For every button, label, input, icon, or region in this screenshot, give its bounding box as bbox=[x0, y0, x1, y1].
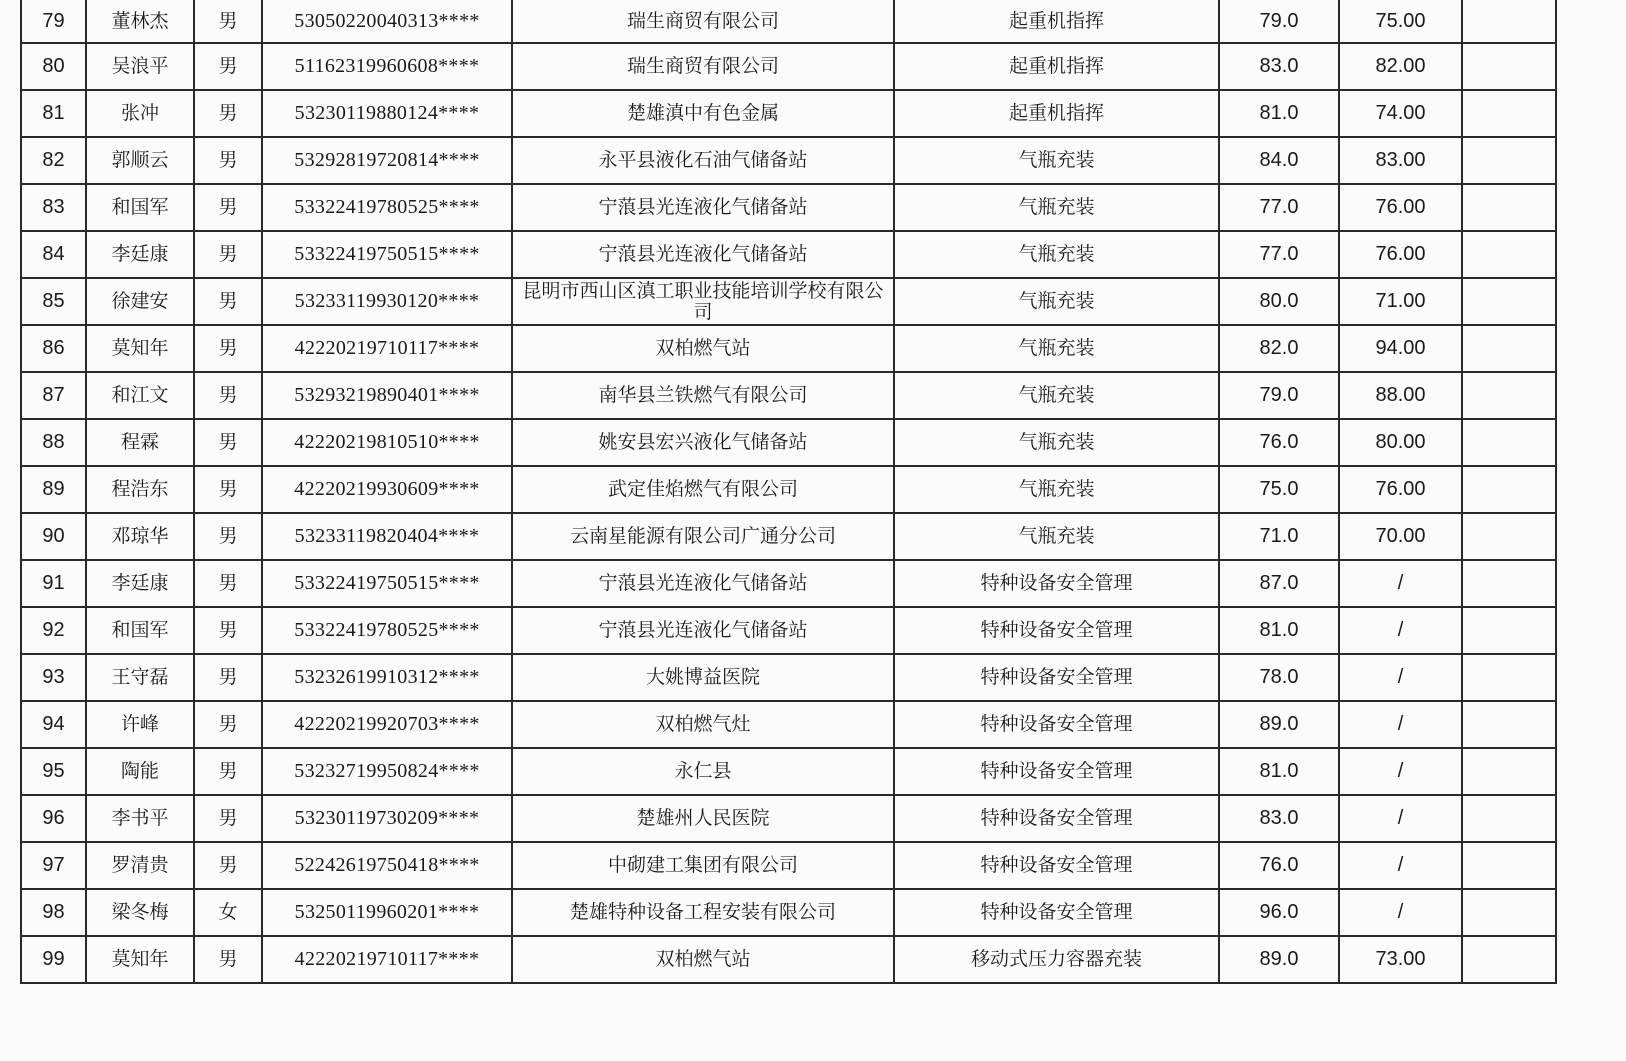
serial-number-cell: 83 bbox=[21, 184, 86, 231]
id-number-cell: 53230119880124**** bbox=[262, 90, 512, 137]
name-cell: 梁冬梅 bbox=[86, 889, 194, 936]
gender-cell: 男 bbox=[194, 184, 262, 231]
name-cell: 张冲 bbox=[86, 90, 194, 137]
company-cell: 双柏燃气站 bbox=[512, 325, 894, 372]
name-cell: 和国军 bbox=[86, 184, 194, 231]
table-row bbox=[21, 372, 1556, 419]
practical-score-cell: 82.00 bbox=[1339, 43, 1462, 90]
gender-cell: 男 bbox=[194, 842, 262, 889]
theory-score-cell: 84.0 bbox=[1219, 137, 1339, 184]
exam-item-cell: 特种设备安全管理 bbox=[894, 607, 1219, 654]
table-row bbox=[21, 0, 1556, 43]
theory-score-cell: 77.0 bbox=[1219, 231, 1339, 278]
name-cell: 和国军 bbox=[86, 607, 194, 654]
remark-cell bbox=[1462, 137, 1556, 184]
table-row bbox=[21, 231, 1556, 278]
id-number-cell: 42220219930609**** bbox=[262, 466, 512, 513]
gender-cell: 男 bbox=[194, 278, 262, 325]
name-cell: 李书平 bbox=[86, 795, 194, 842]
company-cell: 楚雄州人民医院 bbox=[512, 795, 894, 842]
serial-number-cell: 84 bbox=[21, 231, 86, 278]
company-cell: 瑞生商贸有限公司 bbox=[512, 0, 894, 43]
gender-cell: 女 bbox=[194, 889, 262, 936]
company-cell: 楚雄特种设备工程安装有限公司 bbox=[512, 889, 894, 936]
exam-item-cell: 气瓶充装 bbox=[894, 372, 1219, 419]
practical-score-cell: 73.00 bbox=[1339, 936, 1462, 983]
theory-score-cell: 78.0 bbox=[1219, 654, 1339, 701]
exam-item-cell: 特种设备安全管理 bbox=[894, 560, 1219, 607]
remark-cell bbox=[1462, 701, 1556, 748]
practical-score-cell: 71.00 bbox=[1339, 278, 1462, 325]
exam-item-cell: 移动式压力容器充装 bbox=[894, 936, 1219, 983]
id-number-cell: 42220219810510**** bbox=[262, 419, 512, 466]
serial-number-cell: 98 bbox=[21, 889, 86, 936]
serial-number-cell: 97 bbox=[21, 842, 86, 889]
company-cell: 永平县液化石油气储备站 bbox=[512, 137, 894, 184]
theory-score-cell: 71.0 bbox=[1219, 513, 1339, 560]
gender-cell: 男 bbox=[194, 231, 262, 278]
theory-score-cell: 82.0 bbox=[1219, 325, 1339, 372]
theory-score-cell: 79.0 bbox=[1219, 372, 1339, 419]
table-row bbox=[21, 654, 1556, 701]
company-cell: 宁蒗县光连液化气储备站 bbox=[512, 560, 894, 607]
practical-score-cell: 75.00 bbox=[1339, 0, 1462, 43]
remark-cell bbox=[1462, 748, 1556, 795]
gender-cell: 男 bbox=[194, 748, 262, 795]
serial-number-cell: 99 bbox=[21, 936, 86, 983]
serial-number-cell: 87 bbox=[21, 372, 86, 419]
remark-cell bbox=[1462, 278, 1556, 325]
exam-item-cell: 起重机指挥 bbox=[894, 43, 1219, 90]
table-row bbox=[21, 184, 1556, 231]
id-number-cell: 53233119930120**** bbox=[262, 278, 512, 325]
remark-cell bbox=[1462, 90, 1556, 137]
exam-item-cell: 气瓶充装 bbox=[894, 466, 1219, 513]
serial-number-cell: 80 bbox=[21, 43, 86, 90]
table-row bbox=[21, 842, 1556, 889]
exam-item-cell: 气瓶充装 bbox=[894, 513, 1219, 560]
id-number-cell: 53322419780525**** bbox=[262, 184, 512, 231]
gender-cell: 男 bbox=[194, 372, 262, 419]
gender-cell: 男 bbox=[194, 325, 262, 372]
remark-cell bbox=[1462, 372, 1556, 419]
serial-number-cell: 90 bbox=[21, 513, 86, 560]
gender-cell: 男 bbox=[194, 560, 262, 607]
table-row bbox=[21, 607, 1556, 654]
gender-cell: 男 bbox=[194, 90, 262, 137]
gender-cell: 男 bbox=[194, 701, 262, 748]
remark-cell bbox=[1462, 513, 1556, 560]
remark-cell bbox=[1462, 325, 1556, 372]
id-number-cell: 42220219710117**** bbox=[262, 936, 512, 983]
company-cell: 双柏燃气站 bbox=[512, 936, 894, 983]
company-cell: 宁蒗县光连液化气储备站 bbox=[512, 231, 894, 278]
name-cell: 吴浪平 bbox=[86, 43, 194, 90]
name-cell: 董林杰 bbox=[86, 0, 194, 43]
theory-score-cell: 75.0 bbox=[1219, 466, 1339, 513]
practical-score-cell: 80.00 bbox=[1339, 419, 1462, 466]
table-row bbox=[21, 889, 1556, 936]
remark-cell bbox=[1462, 231, 1556, 278]
exam-item-cell: 特种设备安全管理 bbox=[894, 889, 1219, 936]
name-cell: 陶能 bbox=[86, 748, 194, 795]
gender-cell: 男 bbox=[194, 654, 262, 701]
table-row bbox=[21, 137, 1556, 184]
id-number-cell: 42220219710117**** bbox=[262, 325, 512, 372]
theory-score-cell: 77.0 bbox=[1219, 184, 1339, 231]
serial-number-cell: 85 bbox=[21, 278, 86, 325]
gender-cell: 男 bbox=[194, 43, 262, 90]
exam-item-cell: 起重机指挥 bbox=[894, 0, 1219, 43]
remark-cell bbox=[1462, 419, 1556, 466]
id-number-cell: 52242619750418**** bbox=[262, 842, 512, 889]
table-row bbox=[21, 419, 1556, 466]
table-row bbox=[21, 936, 1556, 983]
remark-cell bbox=[1462, 654, 1556, 701]
practical-score-cell: / bbox=[1339, 607, 1462, 654]
id-number-cell: 53293219890401**** bbox=[262, 372, 512, 419]
exam-item-cell: 气瓶充装 bbox=[894, 325, 1219, 372]
practical-score-cell: / bbox=[1339, 701, 1462, 748]
table-row bbox=[21, 560, 1556, 607]
table-row bbox=[21, 795, 1556, 842]
id-number-cell: 51162319960608**** bbox=[262, 43, 512, 90]
table-row bbox=[21, 43, 1556, 90]
practical-score-cell: / bbox=[1339, 560, 1462, 607]
table-row bbox=[21, 701, 1556, 748]
name-cell: 莫知年 bbox=[86, 325, 194, 372]
remark-cell bbox=[1462, 560, 1556, 607]
company-cell: 武定佳焰燃气有限公司 bbox=[512, 466, 894, 513]
practical-score-cell: 83.00 bbox=[1339, 137, 1462, 184]
theory-score-cell: 76.0 bbox=[1219, 842, 1339, 889]
theory-score-cell: 80.0 bbox=[1219, 278, 1339, 325]
theory-score-cell: 87.0 bbox=[1219, 560, 1339, 607]
company-cell: 楚雄滇中有色金属 bbox=[512, 90, 894, 137]
theory-score-cell: 79.0 bbox=[1219, 0, 1339, 43]
exam-item-cell: 特种设备安全管理 bbox=[894, 654, 1219, 701]
id-number-cell: 53292819720814**** bbox=[262, 137, 512, 184]
name-cell: 和江文 bbox=[86, 372, 194, 419]
exam-item-cell: 特种设备安全管理 bbox=[894, 701, 1219, 748]
remark-cell bbox=[1462, 43, 1556, 90]
name-cell: 王守磊 bbox=[86, 654, 194, 701]
table-row bbox=[21, 748, 1556, 795]
exam-item-cell: 特种设备安全管理 bbox=[894, 795, 1219, 842]
serial-number-cell: 91 bbox=[21, 560, 86, 607]
theory-score-cell: 96.0 bbox=[1219, 889, 1339, 936]
exam-item-cell: 气瓶充装 bbox=[894, 231, 1219, 278]
practical-score-cell: / bbox=[1339, 654, 1462, 701]
company-cell: 南华县兰铁燃气有限公司 bbox=[512, 372, 894, 419]
remark-cell bbox=[1462, 607, 1556, 654]
table-row bbox=[21, 466, 1556, 513]
remark-cell bbox=[1462, 795, 1556, 842]
name-cell: 李廷康 bbox=[86, 560, 194, 607]
serial-number-cell: 81 bbox=[21, 90, 86, 137]
company-cell: 姚安县宏兴液化气储备站 bbox=[512, 419, 894, 466]
exam-item-cell: 气瓶充装 bbox=[894, 137, 1219, 184]
company-cell: 中砌建工集团有限公司 bbox=[512, 842, 894, 889]
gender-cell: 男 bbox=[194, 419, 262, 466]
name-cell: 邓琼华 bbox=[86, 513, 194, 560]
remark-cell bbox=[1462, 466, 1556, 513]
practical-score-cell: 74.00 bbox=[1339, 90, 1462, 137]
company-cell: 双柏燃气灶 bbox=[512, 701, 894, 748]
practical-score-cell: / bbox=[1339, 748, 1462, 795]
theory-score-cell: 81.0 bbox=[1219, 748, 1339, 795]
practical-score-cell: 88.00 bbox=[1339, 372, 1462, 419]
remark-cell bbox=[1462, 936, 1556, 983]
practical-score-cell: 94.00 bbox=[1339, 325, 1462, 372]
practical-score-cell: 76.00 bbox=[1339, 466, 1462, 513]
theory-score-cell: 89.0 bbox=[1219, 936, 1339, 983]
table-row bbox=[21, 278, 1556, 325]
serial-number-cell: 88 bbox=[21, 419, 86, 466]
serial-number-cell: 79 bbox=[21, 0, 86, 43]
name-cell: 李廷康 bbox=[86, 231, 194, 278]
id-number-cell: 53232719950824**** bbox=[262, 748, 512, 795]
serial-number-cell: 89 bbox=[21, 466, 86, 513]
serial-number-cell: 92 bbox=[21, 607, 86, 654]
table-row bbox=[21, 513, 1556, 560]
company-cell: 宁蒗县光连液化气储备站 bbox=[512, 607, 894, 654]
table-body bbox=[21, 0, 1556, 983]
practical-score-cell: / bbox=[1339, 795, 1462, 842]
practical-score-cell: 70.00 bbox=[1339, 513, 1462, 560]
gender-cell: 男 bbox=[194, 0, 262, 43]
name-cell: 莫知年 bbox=[86, 936, 194, 983]
theory-score-cell: 81.0 bbox=[1219, 607, 1339, 654]
serial-number-cell: 82 bbox=[21, 137, 86, 184]
id-number-cell: 42220219920703**** bbox=[262, 701, 512, 748]
gender-cell: 男 bbox=[194, 936, 262, 983]
remark-cell bbox=[1462, 889, 1556, 936]
theory-score-cell: 81.0 bbox=[1219, 90, 1339, 137]
practical-score-cell: 76.00 bbox=[1339, 184, 1462, 231]
theory-score-cell: 76.0 bbox=[1219, 419, 1339, 466]
company-cell: 宁蒗县光连液化气储备站 bbox=[512, 184, 894, 231]
id-number-cell: 53250119960201**** bbox=[262, 889, 512, 936]
serial-number-cell: 94 bbox=[21, 701, 86, 748]
name-cell: 徐建安 bbox=[86, 278, 194, 325]
company-cell: 云南星能源有限公司广通分公司 bbox=[512, 513, 894, 560]
practical-score-cell: / bbox=[1339, 842, 1462, 889]
exam-item-cell: 气瓶充装 bbox=[894, 184, 1219, 231]
company-cell: 昆明市西山区滇工职业技能培训学校有限公司 bbox=[512, 278, 894, 325]
name-cell: 郭顺云 bbox=[86, 137, 194, 184]
name-cell: 罗清贵 bbox=[86, 842, 194, 889]
gender-cell: 男 bbox=[194, 795, 262, 842]
name-cell: 程浩东 bbox=[86, 466, 194, 513]
table-row bbox=[21, 90, 1556, 137]
remark-cell bbox=[1462, 184, 1556, 231]
id-number-cell: 53230119730209**** bbox=[262, 795, 512, 842]
id-number-cell: 53233119820404**** bbox=[262, 513, 512, 560]
exam-item-cell: 起重机指挥 bbox=[894, 90, 1219, 137]
serial-number-cell: 95 bbox=[21, 748, 86, 795]
exam-item-cell: 气瓶充装 bbox=[894, 419, 1219, 466]
name-cell: 许峰 bbox=[86, 701, 194, 748]
exam-results-table bbox=[20, 0, 1557, 984]
theory-score-cell: 83.0 bbox=[1219, 43, 1339, 90]
practical-score-cell: 76.00 bbox=[1339, 231, 1462, 278]
exam-item-cell: 特种设备安全管理 bbox=[894, 842, 1219, 889]
practical-score-cell: / bbox=[1339, 889, 1462, 936]
table-row bbox=[21, 325, 1556, 372]
company-cell: 瑞生商贸有限公司 bbox=[512, 43, 894, 90]
gender-cell: 男 bbox=[194, 466, 262, 513]
remark-cell bbox=[1462, 0, 1556, 43]
id-number-cell: 53322419750515**** bbox=[262, 231, 512, 278]
company-cell: 永仁县 bbox=[512, 748, 894, 795]
serial-number-cell: 96 bbox=[21, 795, 86, 842]
id-number-cell: 53232619910312**** bbox=[262, 654, 512, 701]
serial-number-cell: 86 bbox=[21, 325, 86, 372]
id-number-cell: 53322419750515**** bbox=[262, 560, 512, 607]
theory-score-cell: 83.0 bbox=[1219, 795, 1339, 842]
gender-cell: 男 bbox=[194, 513, 262, 560]
gender-cell: 男 bbox=[194, 607, 262, 654]
exam-item-cell: 特种设备安全管理 bbox=[894, 748, 1219, 795]
id-number-cell: 53050220040313**** bbox=[262, 0, 512, 43]
exam-item-cell: 气瓶充装 bbox=[894, 278, 1219, 325]
serial-number-cell: 93 bbox=[21, 654, 86, 701]
name-cell: 程霖 bbox=[86, 419, 194, 466]
id-number-cell: 53322419780525**** bbox=[262, 607, 512, 654]
remark-cell bbox=[1462, 842, 1556, 889]
company-cell: 大姚博益医院 bbox=[512, 654, 894, 701]
gender-cell: 男 bbox=[194, 137, 262, 184]
theory-score-cell: 89.0 bbox=[1219, 701, 1339, 748]
